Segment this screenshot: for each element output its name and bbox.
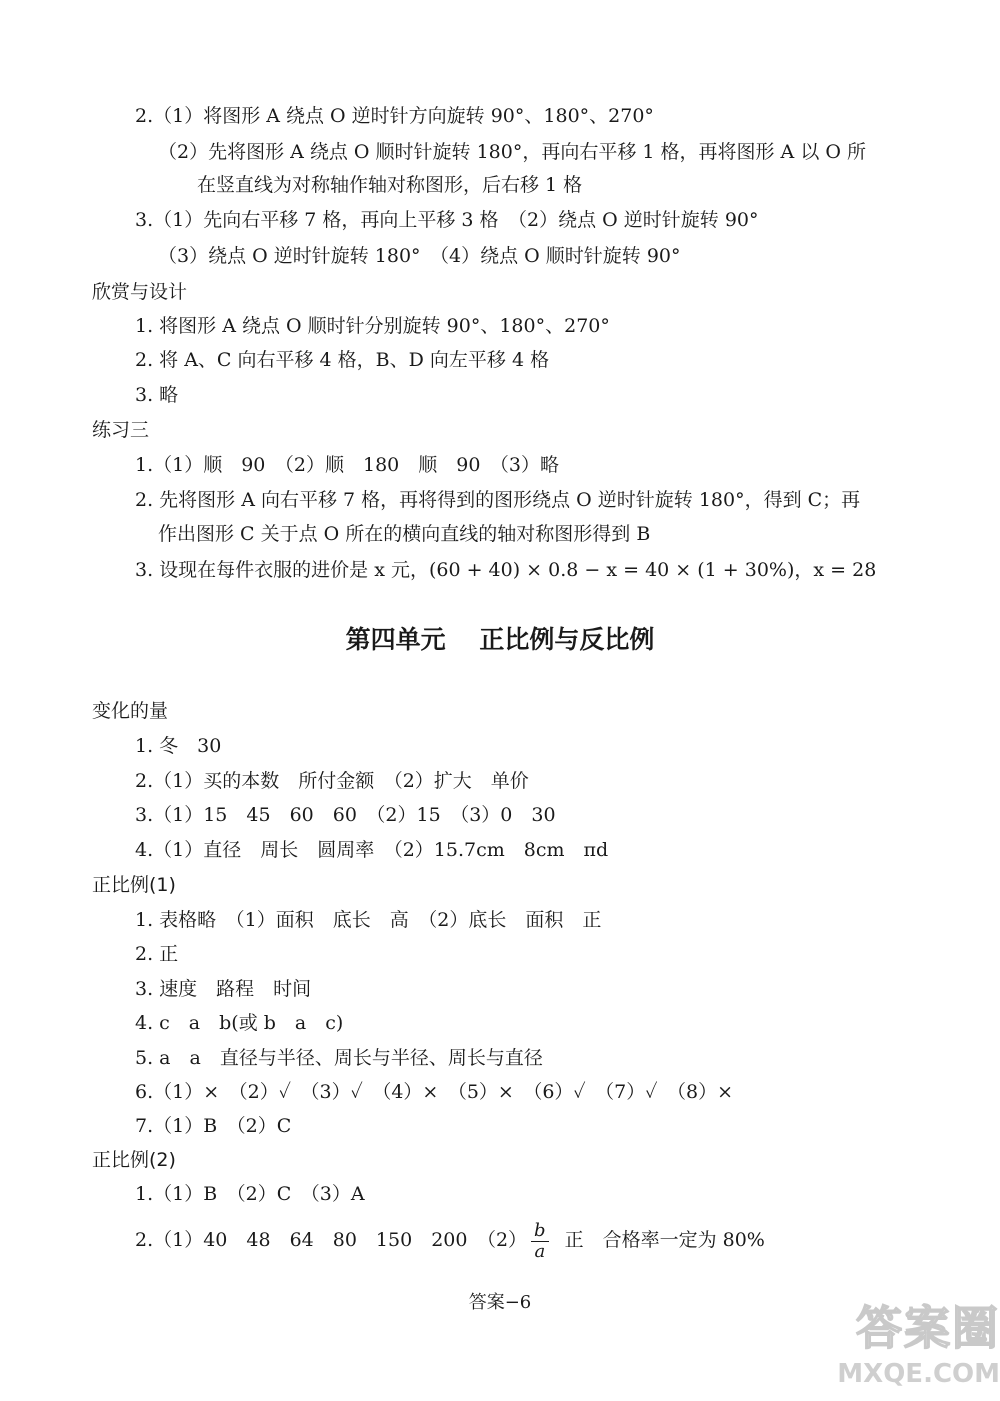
answer-line-12: 2. 先将图形 A 向右平移 7 格，再将得到的图形绕点 O 逆时针旋转 180°，得到 C；再 [135, 489, 861, 511]
section-heading-direct-proportion-1: 正比例(1) [92, 874, 176, 896]
watermark-logo: 答案圈 [856, 1301, 1000, 1355]
answer-line-2: （2）先将图形 A 绕点 O 顺时针旋转 180°，再向右平移 1 格，再将图形 A 以 O 所 [158, 141, 866, 163]
answer-line-23: 3. 速度 路程 时间 [135, 978, 312, 1000]
answer-line-16: 1. 冬 30 [135, 735, 222, 757]
watermark-url: MXQE.COM [837, 1359, 1000, 1389]
answer-line-14: 3. 设现在每件衣服的进价是 x 元，(60 + 40) × 0.8 − x = 40 × (1 + 30%)，x = 28 [135, 559, 877, 581]
watermark [820, 1300, 1000, 1401]
answer-line-25: 5. a a 直径与半径、周长与半径、周长与直径 [135, 1047, 543, 1069]
fraction-numerator: b [531, 1221, 549, 1242]
answer-line-1: 2.（1）将图形 A 绕点 O 逆时针方向旋转 90°、180°、270° [135, 105, 654, 127]
answer-line-8: 2. 将 A、C 向右平移 4 格，B、D 向左平移 4 格 [135, 349, 550, 371]
fraction-b-over-a [531, 1221, 549, 1262]
answer-line-30 [135, 1216, 765, 1264]
answer-line-21: 1. 表格略 （1）面积 底长 高 （2）底长 面积 正 [135, 909, 602, 931]
answer-line-29: 1.（1）B （2）C （3）A [135, 1183, 365, 1205]
answer-line-22: 2. 正 [135, 943, 179, 965]
answer-line-18: 3.（1）15 45 60 60 （2）15 （3）0 30 [135, 804, 556, 826]
chapter-title: 第四单元 正比例与反比例 [345, 625, 655, 654]
section-heading-direct-proportion-2: 正比例(2) [92, 1149, 176, 1171]
answer-line-4: 3.（1）先向右平移 7 格，再向上平移 3 格 （2）绕点 O 逆时针旋转 90° [135, 209, 759, 231]
section-heading-exercise-3: 练习三 [92, 419, 150, 441]
section-heading-changing-quantities: 变化的量 [92, 700, 169, 722]
answer-line-3: 在竖直线为对称轴作轴对称图形，后右移 1 格 [197, 174, 583, 196]
section-heading-appreciate-design: 欣赏与设计 [92, 281, 188, 303]
fraction-denominator: a [534, 1240, 546, 1262]
answer-line-13: 作出图形 C 关于点 O 所在的横向直线的轴对称图形得到 B [158, 523, 651, 545]
answer-line-11: 1.（1）顺 90 （2）顺 180 顺 90 （3）略 [135, 454, 560, 476]
answer-line-24: 4. c a b(或 b a c) [135, 1012, 344, 1034]
answer-line-7: 1. 将图形 A 绕点 O 顺时针分别旋转 90°、180°、270° [135, 315, 610, 337]
answer-line-9: 3. 略 [135, 384, 179, 406]
answer-line-5: （3）绕点 O 逆时针旋转 180° （4）绕点 O 顺时针旋转 90° [158, 245, 681, 267]
answer-line-17: 2.（1）买的本数 所付金额 （2）扩大 单价 [135, 770, 529, 792]
answer-line-27: 7.（1）B （2）C [135, 1115, 292, 1137]
answer-line-19: 4.（1）直径 周长 圆周率 （2）15.7cm 8cm πd [135, 839, 609, 861]
answer-line-30-suffix: 正 合格率一定为 80% [564, 1229, 765, 1251]
page-number: 答案−6 [468, 1292, 532, 1313]
answer-line-26: 6.（1）× （2）✓ （3）✓ （4）× （5）× （6）✓ （7）✓ （8）× [135, 1081, 734, 1103]
answer-line-30-prefix: 2.（1）40 48 64 80 150 200 （2） [135, 1229, 528, 1251]
